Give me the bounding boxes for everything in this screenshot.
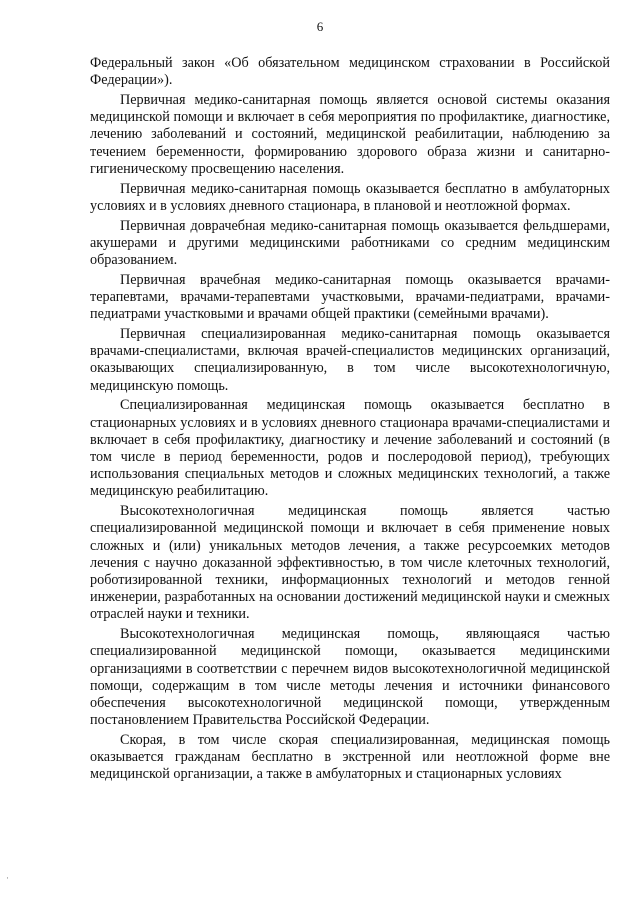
paragraph-physician-care: Первичная врачебная медико-санитарная помощь оказывается врачами-терапевтами, врачами-терапевтами участковыми, врачами-педиатрами, врачами-педиатрами участковыми и врачами общей практики (семейными врачами). [90,271,610,323]
paragraph-law-reference-continuation: Федеральный закон «Об обязательном медицинском страховании в Российской Федерации»). [90,55,610,89]
paragraph-specialized-care: Специализированная медицинская помощь оказывается бесплатно в стационарных условиях и в условиях дневного стационара врачами-специалистами и включает в себя профилактику, диагностику и лечение заболеваний и состояний (в том числе в период беременности, родов и послеродовой период), требующих использования специальных методов и сложных медицинских технологий, а также медицинскую реабилитацию. [90,397,610,500]
paragraph-primary-care-free: Первичная медико-санитарная помощь оказывается бесплатно в амбулаторных условиях и в условиях дневного стационара, в плановой и неотложной формах. [90,180,610,214]
paragraph-high-tech-care-providers: Высокотехнологичная медицинская помощь, являющаяся частью специализированной медицинской помощи, оказывается медицинскими организациями в соответствии с перечнем видов высокотехнологичной медицинской помощи, содержащим в том числе методы лечения и источники финансового обеспечения высокотехнологичной медицинской помощи, утвержденным постановлением Правительства Российской Федерации. [90,626,610,729]
document-body [90,55,610,784]
paragraph-primary-care-definition: Первичная медико-санитарная помощь является основой системы оказания медицинской помощи и включает в себя мероприятия по профилактике, диагностике, лечению заболеваний и состояний, медицинской реабилитации, наблюдению за течением беременности, формированию здорового образа жизни и санитарно-гигиеническому просвещению населения. [90,92,610,177]
paragraph-emergency-care: Скорая, в том числе скорая специализированная, медицинская помощь оказывается гражданам бесплатно в экстренной или неотложной форме вне медицинской организации, а также в амбулаторных и стационарных условиях [90,732,610,783]
paragraph-high-tech-care-definition: Высокотехнологичная медицинская помощь является частью специализированной медицинской помощи и включает в себя применение новых сложных и (или) уникальных методов лечения, а также ресурсоемких методов лечения с научно доказанной эффективностью, в том числе клеточных технологий, роботизированной техники, информационных технологий и методов генной инженерии, разработанных на основании достижений медицинской науки и смежных отраслей науки и техники. [90,503,610,623]
paragraph-specialized-primary-care: Первичная специализированная медико-санитарная помощь оказывается врачами-специалистами, включая врачей-специалистов медицинских организаций, оказывающих специализированную, в том числе высокотехнологичную, медицинскую помощь. [90,326,610,394]
scan-corner-mark: · [6,873,9,883]
paragraph-pre-physician-care: Первичная доврачебная медико-санитарная помощь оказывается фельдшерами, акушерами и другими медицинскими работниками со средним медицинским образованием. [90,217,610,269]
page-number: 6 [316,19,324,34]
